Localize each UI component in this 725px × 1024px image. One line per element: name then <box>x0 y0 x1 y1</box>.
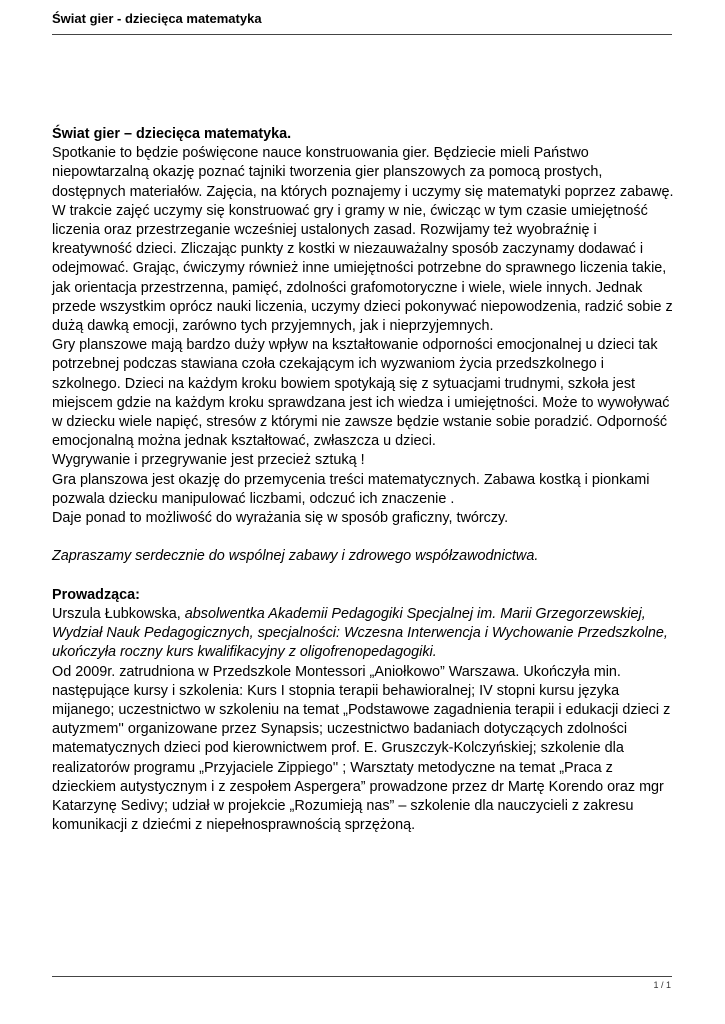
paragraph: Gra planszowa jest okazję do przemycenia treści matematycznych. Zabawa kostką i pionkami pozwala dziecku manipulować liczbami, odczuć ich znaczenie . <box>52 471 650 507</box>
invitation-text: Zapraszamy serdecznie do wspólnej zabawy i zdrowego współzawodnictwa. <box>52 548 539 565</box>
host-bio: Od 2009r. zatrudniona w Przedszkole Montessori „Aniołkowo” Warszawa. Ukończyła min. następujące kursy i szkolenia: Kurs I stopnia terapii behawioralnej; IV stopni kursu języka mijanego; uczestnictwo w szkoleniu na temat „Podstawowe zagadnienia terapii i edukacji dzieci z autyzmem'' organizowane przez Synapsis; uczestnictwo badaniach dotyczących zdolności matematycznych dzieci pod kierownictwem prof. E. Gruszczyk-Kolczyńskiej; szkolenie dla realizatorów programu „Przyjaciele Zippiego'' ; Warsztaty metodyczne na temat „Praca z dzieckiem autystycznym i z zespołem Aspergera” prowadzone przez dr Martę Korendo oraz mgr Katarzynę Sedivy; udział w projekcie „Rozumieją nas” – szkolenie dla nauczycieli z zakresu komunikacji z dziećmi z niepełnosprawnością sprzężoną. <box>52 663 671 834</box>
paragraph: Wygrywanie i przegrywanie jest przecież sztuką ! <box>52 452 365 469</box>
paragraph: Daje ponad to możliwość do wyrażania się w sposób graficzny, twórczy. <box>52 510 509 527</box>
article-title: Świat gier – dziecięca matematyka. <box>52 126 292 142</box>
paragraph: Gry planszowe mają bardzo duży wpływ na kształtowanie odporności emocjonalnej u dzieci tak potrzebnej podczas stawiana czoła czekającym ich wyzwaniom życia przedszkolnego i szkolnego. Dzieci na każdym kroku bowiem spotykają się z sytuacjami trudnymi, szkoła jest miejscem gdzie na każdym kroku sprawdzana jest ich wiedza i umiejętności. Może to wywoływać w dziecku wiele napięć, stresów z którymi nie zawsze będzie wstanie sobie poradzić. Odporność emocjonalną można jednak kształtować, zwłaszcza u dzieci. <box>52 337 670 450</box>
host-name: Urszula Łubkowska, <box>52 606 185 623</box>
spacer <box>52 567 674 586</box>
article-body <box>52 125 674 835</box>
host-intro <box>52 605 674 663</box>
footer-divider <box>52 976 672 977</box>
host-heading: Prowadząca: <box>52 586 140 603</box>
spacer <box>52 528 674 547</box>
page-number: 1 / 1 <box>653 980 671 990</box>
paragraph: Spotkanie to będzie poświęcone nauce konstruowania gier. Będziecie mieli Państwo niepowtarzalną okazję poznać tajniki tworzenia gier planszowych za pomocą prostych, dostępnych materiałów. Zajęcia, na których poznajemy i uczymy się matematyki poprzez zabawę. W trakcie zajęć uczymy się konstruować gry i gramy w nie, ćwicząc w tym czasie umiejętność liczenia oraz przestrzeganie wcześniej ustalonych zasad. Rozwijamy też wyobraźnię i kreatywność dzieci. Zliczając punkty z kostki w niezauważalny sposób zaczynamy dodawać i odejmować. Grając, ćwiczymy również inne umiejętności potrzebne do sprawnego liczenia takie, jak orientacja przestrzenna, pamięć, zdolności grafomotoryczne i wiele, wiele innych. Jednak przede wszystkim oprócz nauki liczenia, uczymy dzieci pokonywać niepowodzenia, radzić sobie z dużą dawką emocji, zarówno tych przyjemnych, jak i nieprzyjemnych. <box>52 145 674 335</box>
page-header-title: Świat gier - dziecięca matematyka <box>52 11 262 26</box>
host-credentials: absolwentka Akademii Pedagogiki Specjalnej im. Marii Grzegorzewskiej, Wydział Nauk Pedagogicznych, specjalności: Wczesna Interwencja i Wychowanie Przedszkolne, ukończyła roczny kurs kwalifikacyjny z oligofrenopedagogiki. <box>52 606 668 661</box>
header-divider <box>52 34 672 35</box>
